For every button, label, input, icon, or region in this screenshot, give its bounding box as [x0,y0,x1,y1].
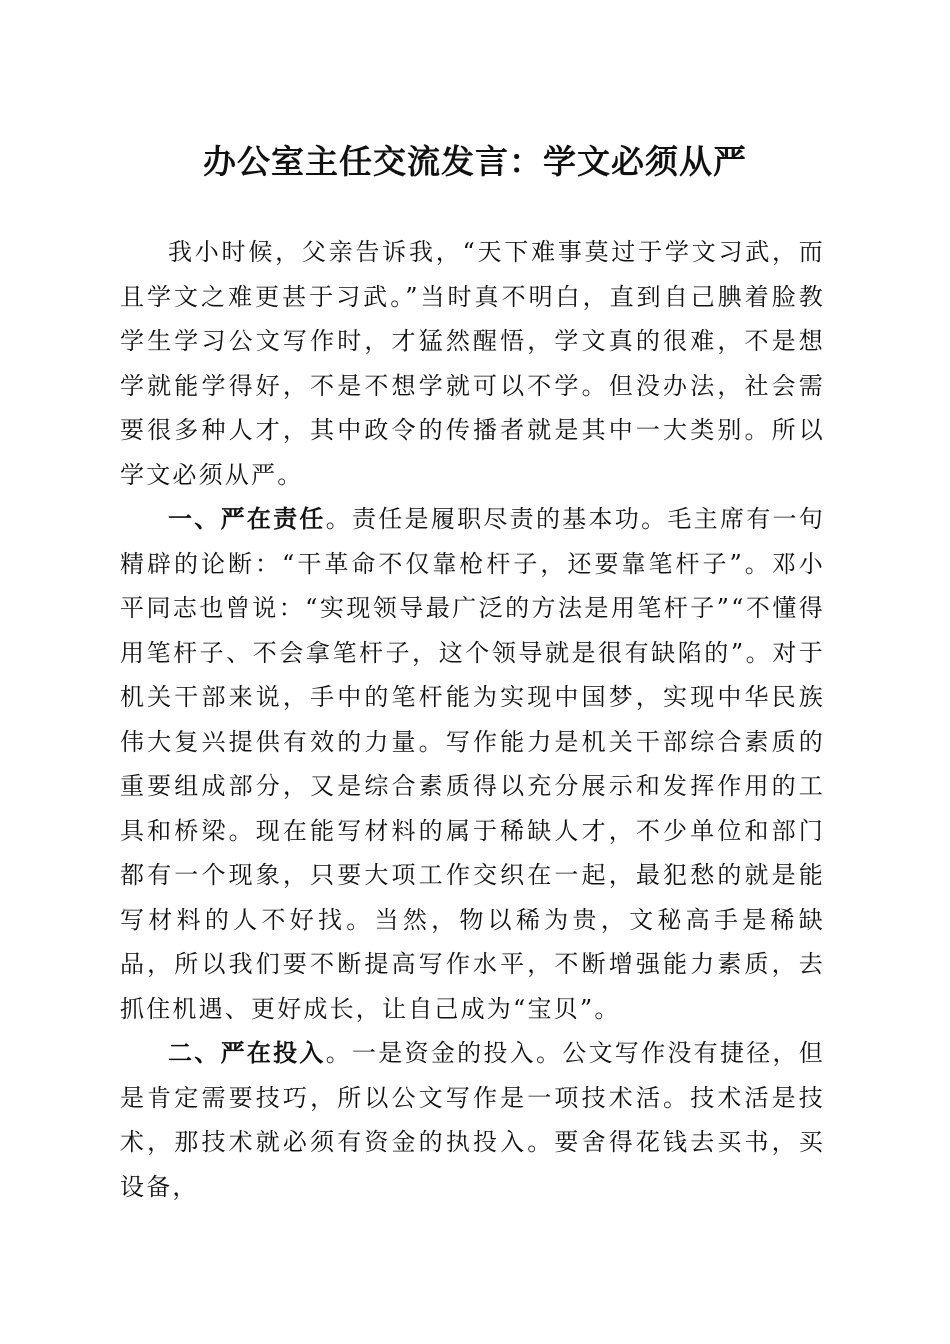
section-heading: 一、严在责任 [168,504,326,533]
document-title: 办公室主任交流发言：学文必须从严 [203,142,747,181]
paragraph-text: 。责任是履职尽责的基本功。毛主席有一句精辟的论断：“干革命不仅靠枪杆子，还要靠笔杆子”。邓小平同志也曾说：“实现领导最广泛的方法是用笔杆子”“不懂得用笔杆子、不会拿笔杆子，这个领导就是很有缺陷的”。对于机关干部来说，手中的笔杆能为实现中国梦，实现中华民族伟大复兴提供有效的力量。写作能力是机关干部综合素质的重要组成部分，又是综合素质得以充分展示和发挥作用的工具和桥梁。现在能写材料的属于稀缺人才，不少单位和部门都有一个现象，只要大项工作交织在一起，最犯愁的就是能写材料的人不好找。当然，物以稀为贵，文秘高手是稀缺品，所以我们要不断提高写作水平，不断增强能力素质，去抓住机遇、更好成长，让自己成为“宝贝”。 [120,505,825,1023]
paragraph-section-2 [120,1031,825,1209]
paragraph-section-1 [120,497,825,1031]
paragraph-text: 。一是资金的投入。公文写作没有捷径，但是肯定需要技巧，所以公文写作是一项技术活。技术活是技术，那技术就必须有资金的执投入。要舍得花钱去买书，买设备， [120,1039,825,1201]
paragraph-text: 我小时候，父亲告诉我，“天下难事莫过于学文习武，而且学文之难更甚于习武。”当时真不明白，直到自己腆着脸教学生学习公文写作时，才猛然醒悟，学文真的很难，不是想学就能学得好，不是不想学就可以不学。但没办法，社会需要很多种人才，其中政令的传播者就是其中一大类别。所以学文必须从严。 [120,238,825,489]
section-heading: 二、严在投入 [168,1038,326,1067]
document-body [120,230,825,1209]
paragraph-intro [120,230,825,497]
